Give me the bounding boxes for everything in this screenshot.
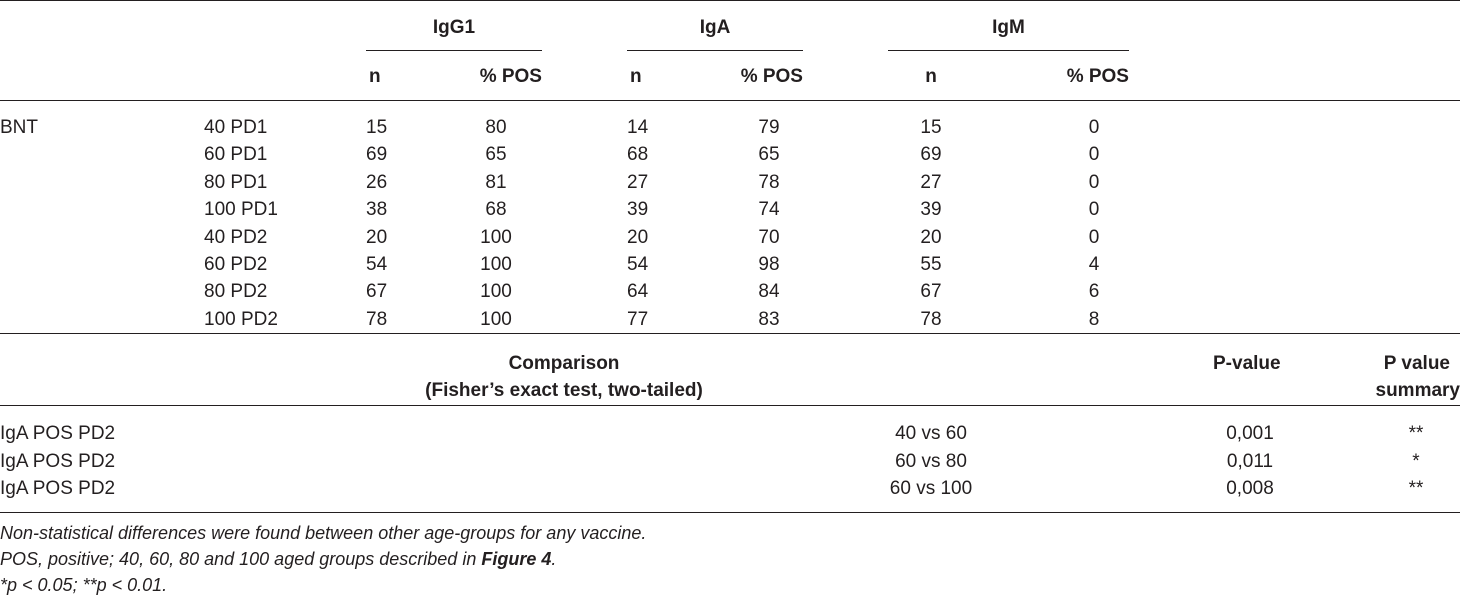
table1-cell-label: 60 PD2 [204,254,268,275]
footnote-line2 [0,548,556,570]
figure-reference-link[interactable]: Figure 4 [481,549,552,569]
table1-cell-igm-pos: 0 [1088,144,1100,166]
table1-cell-iga-pos: 83 [758,308,780,330]
header-iga-pos: % POS [740,66,803,87]
table1-cell-iga-pos: 84 [758,281,780,303]
table1-cell-iga-n: 39 [627,199,649,221]
igg1-group-rule [366,50,542,51]
table1-cell-igg1-n: 69 [366,144,388,166]
comparison-header-line2: (Fisher’s exact test, two-tailed) [425,380,703,401]
table2-bottom-rule [0,512,1460,513]
table1-cell-label: 80 PD2 [204,281,268,303]
table1-cell-label: 100 PD1 [204,199,278,221]
table1-cell-igm-pos: 4 [1088,254,1100,275]
table1-cell-label: 100 PD2 [204,308,278,330]
summary-header-line2: summary [1375,380,1460,401]
table1-cell-label: 80 PD1 [204,171,268,193]
table2-cell-comparison: 40 vs 60 [895,423,967,444]
table2-cell-pvalue: 0,008 [1226,478,1274,499]
footnote-line1: Non-statistical differences were found between other age-groups for any vaccine. [0,523,647,543]
table1-cell-iga-n: 77 [627,308,649,330]
header-igg1: IgG1 [432,17,476,38]
table2-cell-pvalue: 0,011 [1226,450,1274,472]
table1-cell-igm-pos: 0 [1088,171,1100,193]
table1-cell-igm-pos: 0 [1088,226,1100,248]
pvalue-header: P-value [1213,353,1281,374]
header-iga-n: n [630,66,642,87]
table1-cell-igm-n: 67 [920,281,942,303]
table1-cell-iga-pos: 79 [758,117,780,138]
table1-cell-igm-n: 55 [920,254,942,275]
table1-cell-iga-n: 27 [627,171,649,193]
table1-cell-igm-pos: 0 [1088,199,1100,221]
table1-cell-iga-n: 64 [627,281,649,303]
footnote-line2-suffix: . [551,549,557,569]
footnote-line3: *p < 0.05; **p < 0.01. [0,575,168,595]
table1-cell-iga-n: 14 [627,117,649,138]
table1-cell-igg1-pos: 100 [480,308,512,330]
table1-cell-igg1-pos: 80 [485,117,507,138]
table1-cell-igm-pos: 8 [1088,308,1100,330]
table2-cell-label: IgA POS PD2 [0,450,116,472]
table2-cell-summary: * [1412,450,1420,472]
table1-cell-igg1-n: 38 [366,199,388,221]
table1-cell-igg1-n: 78 [366,308,388,330]
header-igm: IgM [992,17,1025,38]
table1-cell-iga-pos: 74 [758,199,780,221]
table1-cell-igg1-pos: 65 [485,144,507,166]
table1-cell-iga-n: 20 [627,226,649,248]
table1-cell-igm-n: 69 [920,144,942,166]
table1-cell-igg1-pos: 68 [485,199,507,221]
table2-cell-comparison: 60 vs 100 [889,478,973,499]
table2-cell-summary: ** [1408,423,1424,444]
table1-cell-igg1-n: 15 [366,117,388,138]
table2-cell-comparison: 60 vs 80 [895,450,967,472]
table1-cell-igg1-pos: 100 [480,281,512,303]
table1-cell-iga-n: 68 [627,144,649,166]
table1-cell-igg1-n: 26 [366,171,388,193]
table1-cell-igm-n: 15 [920,117,942,138]
table1-cell-igm-n: 39 [920,199,942,221]
table1-cell-label: 60 PD1 [204,144,268,166]
table2-cell-summary: ** [1408,478,1424,499]
header-igg1-n: n [369,66,381,87]
table1-cell-igg1-pos: 100 [480,226,512,248]
table2-header-rule [0,405,1460,406]
table2-cell-label: IgA POS PD2 [0,423,116,444]
table1-cell-igm-n: 20 [920,226,942,248]
table1-cell-igg1-pos: 100 [480,254,512,275]
table1-bottom-rule [0,333,1460,334]
summary-header-line1: P value [1383,353,1450,374]
header-igm-pos: % POS [1066,66,1129,87]
header-bottom-rule [0,100,1460,101]
table1-cell-igm-pos: 0 [1088,117,1100,138]
table1-cell-igg1-n: 67 [366,281,388,303]
comparison-header-line1: Comparison [508,353,620,374]
table2-cell-label: IgA POS PD2 [0,478,116,499]
table1-cell-label: 40 PD2 [204,226,268,248]
table1-cell-igm-pos: 6 [1088,281,1100,303]
table1-cell-iga-pos: 98 [758,254,780,275]
table1-cell-label: 40 PD1 [204,117,268,138]
header-igm-n: n [925,66,937,87]
table1-cell-iga-pos: 65 [758,144,780,166]
iga-group-rule [627,50,803,51]
table1-cell-igg1-pos: 81 [485,171,507,193]
footnote-line2-prefix: POS, positive; 40, 60, 80 and 100 aged groups described in [0,549,482,569]
table1-cell-iga-pos: 78 [758,171,780,193]
table1-cell-igg1-n: 20 [366,226,388,248]
table2-cell-pvalue: 0,001 [1226,423,1274,444]
group-label-bnt: BNT [0,117,38,138]
table1-cell-igm-n: 78 [920,308,942,330]
igm-group-rule [888,50,1129,51]
header-iga: IgA [699,17,731,38]
table1-cell-iga-pos: 70 [758,226,780,248]
header-igg1-pos: % POS [479,66,542,87]
table1-cell-igg1-n: 54 [366,254,388,275]
table1-cell-iga-n: 54 [627,254,649,275]
top-rule [0,0,1460,1]
table1-cell-igm-n: 27 [920,171,942,193]
